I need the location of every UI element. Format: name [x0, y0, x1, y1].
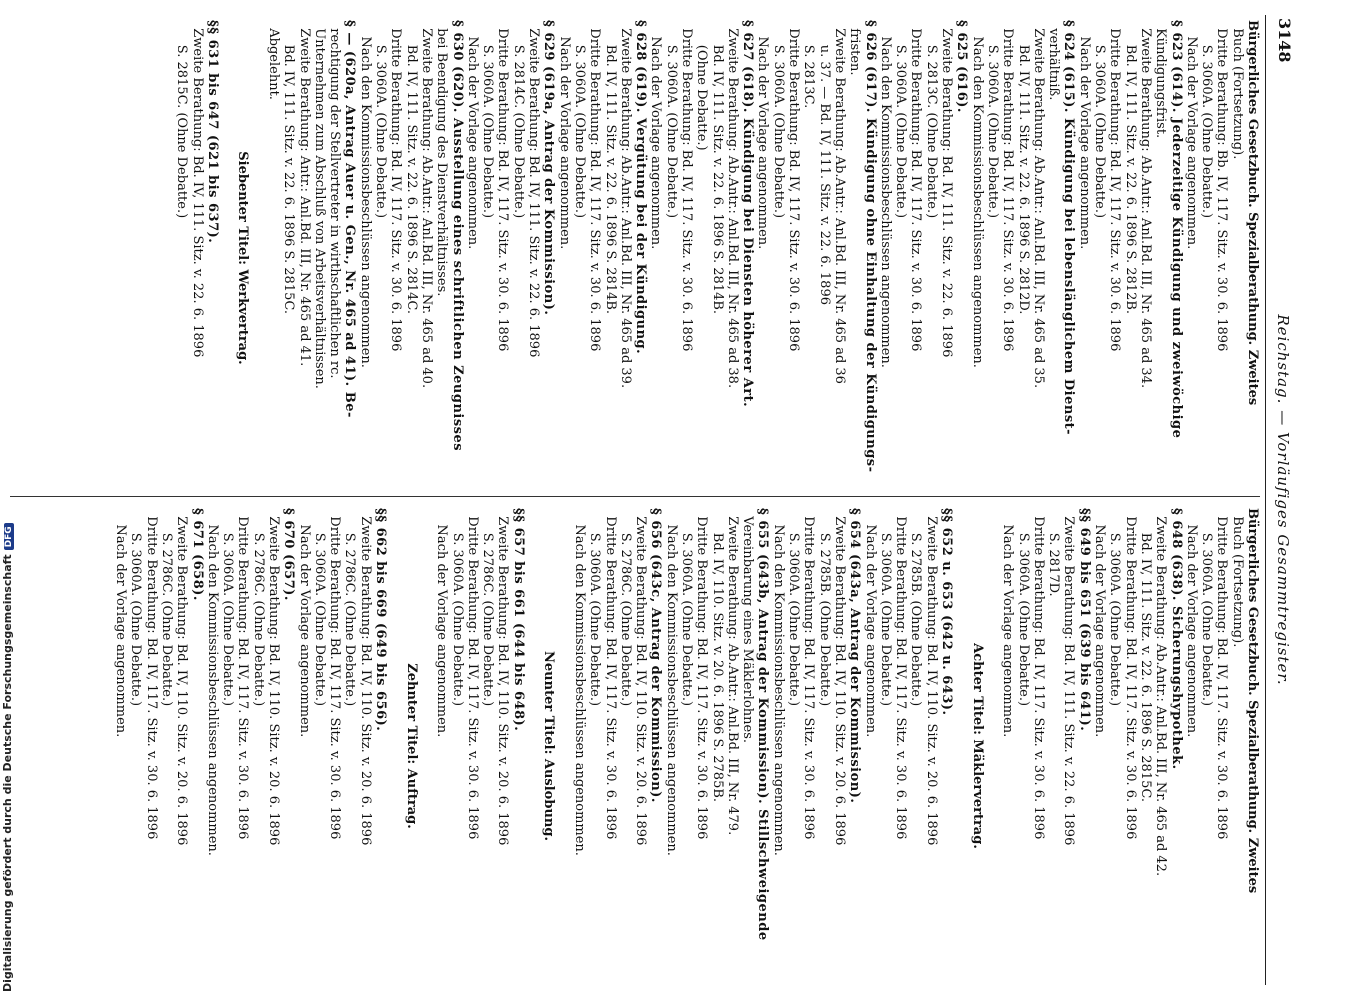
- text-line: S. 3060A. (Ohne Debatte.): [220, 508, 236, 707]
- text-line: § — (620a, Antrag Auer u. Gen., Nr. 465 ad 41). Be-: [342, 20, 358, 418]
- text-line: §§ 652 u. 653 (642 u. 643).: [939, 508, 955, 716]
- text-line: Dritte Berathung: Bd. IV, 117. Sitz. v. 30. 6. 1896: [143, 508, 159, 840]
- text-line: S. 3060A. (Ohne Debatte.): [1092, 20, 1108, 219]
- text-line: Dritte Berathung: Bd. IV, 117. Sitz. v. 30. 6. 1896: [786, 20, 802, 352]
- text-line: S. 3060A. (Ohne Debatte.): [480, 20, 496, 219]
- text-line: § 627 (618). Kündigung bei Diensten höherer Art.: [740, 20, 756, 408]
- text-line: S. 3060A. (Ohne Debatte.): [1015, 508, 1031, 707]
- text-line: § 656 (643c, Antrag der Kommission).: [648, 508, 664, 803]
- text-line: Unternehmen zum Abschluß von Arbeitsverhältnissen.: [311, 20, 327, 389]
- text-line: Nach den Kommissionsbeschlüssen angenommen.: [770, 508, 786, 856]
- text-line: Dritte Berathung: Bd. IV, 117. Sitz. v. 30. 6. 1896: [464, 508, 480, 840]
- text-line: S. 2786C. (Ohne Debatte.): [342, 508, 358, 707]
- text-line: Zweite Berathung: Ab.Antr.: Anl.Bd. III, Nr. 465 ad 34.: [1137, 20, 1153, 389]
- text-line: bei Beendigung des Dienstverhältnisses.: [434, 20, 450, 297]
- text-line: § 625 (616).: [954, 20, 970, 113]
- text-line: Zweite Berathung: Bd. IV, 111. Sitz. v. 22. 6. 1896: [939, 20, 955, 358]
- text-line: S. 3060A. (Ohne Debatte.): [128, 508, 144, 707]
- text-line: § 655 (643b, Antrag der Kommission). Stillschweigende: [755, 508, 771, 941]
- text-line: Zweite Berathung: Bd. IV, 111. Sitz. v. 22. 6. 1896: [1061, 508, 1077, 846]
- text-line: S. 2815C. (Ohne Debatte.): [174, 20, 190, 219]
- text-line: Nach der Vorlage angenommen.: [1183, 20, 1199, 250]
- text-line: S. 3060A. (Ohne Debatte.): [587, 508, 603, 707]
- text-line: Dritte Berathung: Bb. IV, 117. Sitz. v. 30. 6. 1896: [1214, 20, 1230, 352]
- text-line: [419, 508, 434, 984]
- text-line: S. 3060A. (Ohne Debatte.): [877, 508, 893, 707]
- text-line: § 671 (658).: [189, 508, 205, 601]
- text-line: Bd. IV, 111. Sitz. v. 22. 6. 1896 S. 2815C.: [281, 20, 297, 314]
- text-line: S. 3060A. (Ohne Debatte.): [786, 508, 802, 707]
- text-line: Neunter Titel: Auslobung.: [541, 651, 557, 841]
- text-line: Dritte Berathung: Bd. IV, 117. Sitz. v. 30. 6. 1896: [694, 508, 710, 840]
- text-line: Dritte Berathung: Bd. IV, 117. Sitz. v. 30. 6. 1896: [1122, 508, 1138, 840]
- text-line: Bd. IV, 111. Sitz. v. 22. 6. 1896 S. 2815C.: [1137, 508, 1153, 802]
- text-line: § 648 (638). Sicherungshypothek.: [1168, 508, 1184, 770]
- text-line: S. 3060A. (Ohne Debatte.): [1199, 508, 1215, 707]
- text-line: Nach der Vorlage angenommen.: [755, 20, 771, 250]
- text-line: Dritte Berathung: Bd. IV, 117. Sitz. v. 30. 6. 1896: [1030, 508, 1046, 840]
- text-line: Nach der Vorlage angenommen.: [1076, 20, 1092, 250]
- text-line: S. 3060A. (Ohne Debatte.): [571, 20, 587, 219]
- text-line: rechtigung der Stellvertreter in wirthschaftlichen rc.: [327, 20, 343, 379]
- text-line: Siebenter Titel: Werkvertrag.: [235, 151, 251, 365]
- running-head: Reichstag. — Vorläufiges Gesammtregister.: [1274, 314, 1292, 686]
- text-line: Dritte Berathung: Bd. IV, 117. Sitz. v. 30. 6. 1896: [1214, 508, 1230, 840]
- text-line: Bd. IV, 111. Sitz. v. 22. 6. 1896 S. 2812B.: [1122, 20, 1138, 315]
- text-line: Nach den Kommissionsbeschlüssen angenommen.: [204, 508, 220, 856]
- text-line: Nach den Kommissionsbeschlüssen angenommen.: [969, 20, 985, 368]
- text-line: Kündigungsfrist.: [1153, 20, 1169, 139]
- text-line: Nach den Kommissionsbeschlüssen angenommen.: [571, 508, 587, 856]
- text-line: Zweite Berathung: Ab.Antr.: Anl.Bd. III, Nr. 465 ad 35.: [1030, 20, 1046, 389]
- text-line: Nach der Vorlage angenommen.: [1183, 508, 1199, 738]
- text-line: Bd. IV, 111. Sitz. v. 22. 6. 1896 S. 2812D.: [1015, 20, 1031, 315]
- text-line: Zweite Berathung: Bd. IV, 110. Sitz. v. 20. 6. 1896: [923, 508, 939, 846]
- column-divider: [10, 496, 1260, 497]
- text-line: S. 2817D.: [1046, 508, 1062, 597]
- left-column: [174, 20, 1260, 496]
- text-line: Dritte Berathung: Bd. IV, 117. Sitz. v. 30. 6. 1896: [1107, 20, 1123, 352]
- text-line: S. 2785B. (Ohne Debatte.): [908, 508, 924, 707]
- text-line: Zweite Berathung: Bd. IV, 110. Sitz. v. 20. 6. 1896: [831, 508, 847, 846]
- text-line: Zweite Berathung: Antr.: Anl.Bd. III, Nr. 465 ad 41.: [296, 20, 312, 367]
- text-line: S. 2786C. (Ohne Debatte.): [617, 508, 633, 707]
- text-line: Buch (Fortsetzung).: [1229, 508, 1245, 648]
- text-line: S. 3060A. (Ohne Debatte.): [1107, 508, 1123, 707]
- text-line: Nach der Vorlage angenommen.: [434, 508, 450, 738]
- text-line: Zweite Berathung: Bd. IV, 110. Sitz. v. 20. 6. 1896: [266, 508, 281, 846]
- text-line: § 624 (615). Kündigung bei lebenslänglichem Dienst-: [1061, 20, 1077, 436]
- text-line: § 654 (643a, Antrag der Kommission).: [847, 508, 863, 804]
- text-line: [526, 508, 541, 984]
- text-line: S. 3060A. (Ohne Debatte.): [679, 508, 695, 707]
- text-line: Vereinbarung eines Mäklerlohnes.: [740, 508, 756, 744]
- text-line: Dritte Berathung: Bd. IV, 117. Sitz. v. 30. 6. 1896: [1000, 20, 1016, 352]
- text-line: § 630 (620). Ausstellung eines schriftlichen Zeugnisses: [449, 20, 465, 452]
- text-line: Zweite Berathung: Bd. IV, 110. Sitz. v. 20. 6. 1896: [633, 508, 649, 846]
- text-line: S. 2813C.: [801, 20, 817, 109]
- digitization-note-text: Digitalisierung gefördert durch die Deutsche Forschungsgemeinschaft: [1, 554, 14, 992]
- text-line: Achter Titel: Mäklervertrag.: [969, 643, 985, 849]
- text-line: Zweite Berathung: Bd. IV, 110. Sitz. v. 20. 6. 1896: [495, 508, 511, 846]
- text-line: Buch (Fortsetzung).: [1229, 20, 1245, 160]
- text-line: §§ 662 bis 669 (649 bis 656).: [373, 508, 389, 732]
- text-line: S. 2813C. (Ohne Debatte.): [923, 20, 939, 219]
- text-line: § 626 (617). Kündigung ohne Einhaltung der Kündigungs-: [862, 20, 878, 473]
- text-line: fristen.: [847, 20, 863, 76]
- text-line: S. 3060A. (Ohne Debatte.): [893, 20, 909, 219]
- text-line: Dritte Berathung: Bd. IV, 117. Sitz. v. 30. 6. 1896: [587, 20, 603, 352]
- text-line: Nach der Vorlage angenommen.: [862, 508, 878, 738]
- text-line: S. 3060A. (Ohne Debatte.): [449, 508, 465, 707]
- dfg-logo: DFG: [4, 523, 14, 550]
- text-line: Dritte Berathung: Bd. IV, 117. Sitz. v. 30. 6. 1896: [495, 20, 511, 352]
- text-line: Nach der Vorlage angenommen.: [1000, 508, 1016, 738]
- text-line: Zweite Berathung: Ab.Antr.: Anl.Bd. III, Nr. 479.: [724, 508, 740, 836]
- text-line: [556, 508, 571, 984]
- text-line: §§ 649 bis 651 (639 bis 641).: [1076, 508, 1092, 732]
- text-line: [250, 20, 265, 496]
- text-line: Dritte Berathung: Bd. IV, 117. Sitz. v. 30. 6. 1896: [327, 508, 343, 840]
- text-line: S. 2785B. (Ohne Debatte.): [816, 508, 832, 707]
- text-line: § 629 (619a, Antrag der Kommission).: [541, 20, 557, 316]
- right-column: [113, 508, 1260, 984]
- text-line: Zweite Berathung: Ab.Antr.: Anl.Bd. III, Nr. 465 ad 42.: [1153, 508, 1169, 877]
- text-line: Dritte Berathung: Bd. IV, 117. Sitz. v. 30. 6. 1896: [235, 508, 251, 840]
- text-line: Nach der Vorlage angenommen.: [296, 508, 312, 738]
- text-line: Nach der Vorlage angenommen.: [113, 508, 129, 738]
- text-line: S. 2786C. (Ohne Debatte.): [158, 508, 174, 707]
- text-line: §§ 657 bis 661 (644 bis 648).: [510, 508, 526, 732]
- text-line: Zweite Berathung: Ab.Antr.: Anl.Bd. III, Nr. 465 ad 40.: [418, 20, 434, 389]
- text-line: Bd. IV, 111. Sitz. v. 22. 6. 1896 S. 2814B.: [709, 20, 725, 315]
- text-line: S. 2786C. (Ohne Debatte.): [250, 508, 266, 707]
- text-line: Dritte Berathung: Bd. IV, 117. Sitz. v. 30. 6. 1896: [388, 20, 404, 352]
- text-line: u. 37. — Bd. IV, 111. Sitz. v. 22. 6. 1896: [816, 20, 832, 305]
- text-line: Abgelehnt.: [266, 20, 281, 100]
- text-line: Zweite Berathung: Ab.Antr.: Anl.Bd. III, Nr. 465 ad 39.: [617, 20, 633, 389]
- text-line: § 623 (614). Jederzeitige Kündigung und zweiwöchige: [1168, 20, 1184, 439]
- text-line: Zweite Berathung: Bd. IV, 111. Sitz. v. 22. 6. 1896: [526, 20, 542, 358]
- text-line: S. 3060A. (Ohne Debatte.): [984, 20, 1000, 219]
- text-line: Zweite Berathung: Ab.Antr.: Anl.Bd. III, Nr. 465 ad 38.: [724, 20, 740, 389]
- text-line: Dritte Berathung: Bd. IV, 117. Sitz. v. 30. 6. 1896: [893, 508, 909, 840]
- text-line: Dritte Berathung: Bd. IV, 117. Sitz. v. 30. 6. 1896: [908, 20, 924, 352]
- text-line: [220, 20, 235, 496]
- text-line: S. 3060A. (Ohne Debatte.): [311, 508, 327, 707]
- text-line: S. 3060A. (Ohne Debatte.): [663, 20, 679, 219]
- text-line: Nach der Vorlage angenommen.: [1092, 508, 1108, 738]
- text-line: Nach den Kommissionsbeschlüssen angenommen.: [877, 20, 893, 368]
- text-line: S. 3060A. (Ohne Debatte.): [1199, 20, 1215, 219]
- page-number: 3148: [1275, 18, 1294, 63]
- text-line: Zweite Berathung: Bd. IV, 111. Sitz. v. 22. 6. 1896: [189, 20, 205, 358]
- text-line: Zweite Berathung: Bd. IV, 110. Sitz. v. 20. 6. 1896: [357, 508, 373, 846]
- text-line: Nach den Kommissionsbeschlüssen angenommen.: [357, 20, 373, 368]
- text-line: Dritte Berathung: Bd. IV, 117. Sitz. v. 30. 6. 1896: [602, 508, 618, 840]
- text-line: §§ 631 bis 647 (621 bis 637).: [204, 20, 220, 244]
- text-line: Nach der Vorlage angenommen.: [464, 20, 480, 250]
- text-line: Bd. IV, 111. Sitz. v. 22. 6. 1896 S. 2814B.: [602, 20, 618, 315]
- text-line: Dritte Berathung: Bd. IV, 117. Sitz. v. 30. 6. 1896: [801, 508, 817, 840]
- text-line: § 628 (619). Vergütung bei der Kündigung.: [633, 20, 649, 355]
- text-line: Bürgerliches Gesetzbuch. Spezialberathung. Zweites: [1245, 20, 1260, 406]
- text-line: Bd. IV, 110. Sitz. v. 20. 6. 1896 S. 2785B.: [709, 508, 725, 803]
- text-line: Nach der Vorlage angenommen.: [556, 20, 572, 250]
- header-rule: [1265, 15, 1266, 985]
- text-line: Zehnter Titel: Auftrag.: [403, 663, 419, 829]
- text-line: S. 2786C. (Ohne Debatte.): [480, 508, 496, 707]
- text-line: Nach der Vorlage angenommen.: [648, 20, 664, 250]
- text-line: § 670 (657).: [281, 508, 297, 601]
- text-line: Zweite Berathung: Ab.Antr.: Anl.Bd. III, Nr. 465 ad 36: [831, 20, 847, 384]
- text-line: [985, 508, 1000, 984]
- text-line: Nach den Kommissionsbeschlüssen angenommen.: [663, 508, 679, 856]
- text-line: (Ohne Debatte.): [694, 20, 710, 151]
- text-line: Dritte Berathung: Bd. IV, 117. Sitz. v. 30. 6. 1896: [679, 20, 695, 352]
- text-line: [388, 508, 403, 984]
- text-line: Zweite Berathung: Bd. IV, 110. Sitz. v. 20. 6. 1896: [174, 508, 190, 846]
- text-line: S. 3060A. (Ohne Debatte.): [373, 20, 389, 219]
- text-line: [954, 508, 969, 984]
- text-line: S. 2814C. (Ohne Debatte.): [510, 20, 526, 219]
- text-line: verhältniß.: [1046, 20, 1062, 101]
- text-line: Bürgerliches Gesetzbuch. Spezialberathung. Zweites: [1245, 508, 1260, 894]
- text-line: Bd. IV, 111. Sitz. v. 22. 6. 1896 S. 2814C.: [403, 20, 419, 314]
- text-line: S. 3060A. (Ohne Debatte.): [770, 20, 786, 219]
